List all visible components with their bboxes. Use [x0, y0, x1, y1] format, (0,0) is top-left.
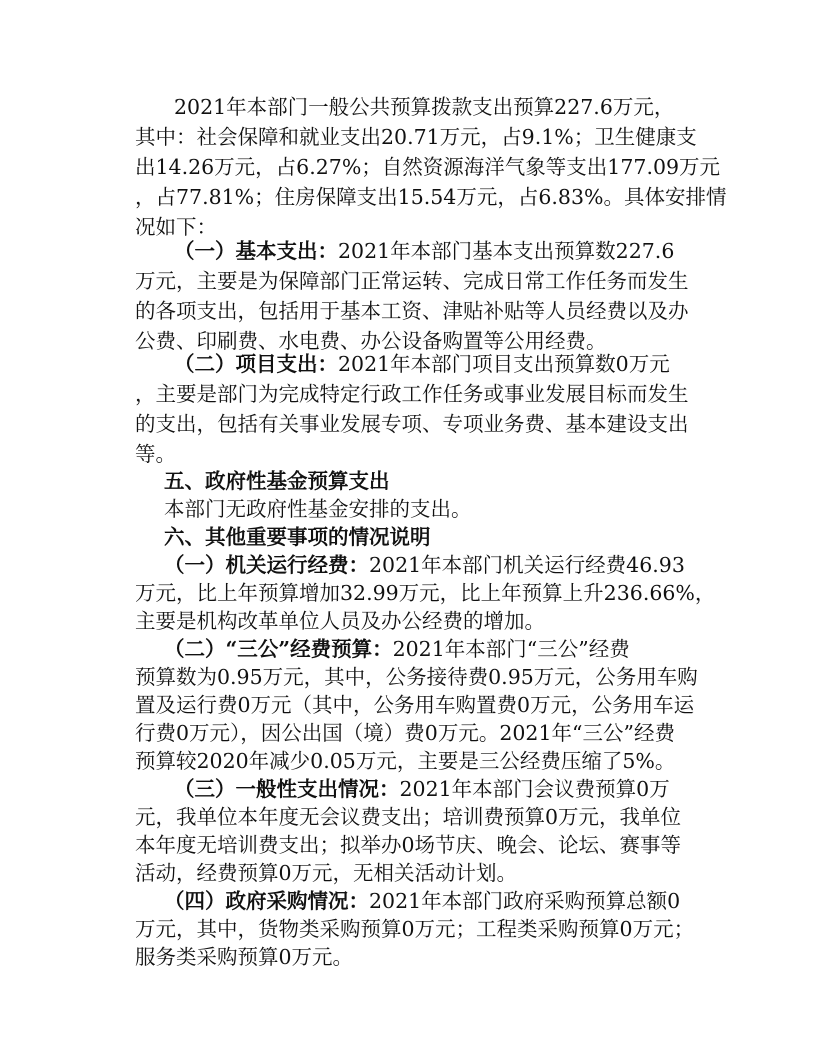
- budget-summary-line-3: 出14.26万元，占6.27%；自然资源海洋气象等支出177.09万元: [135, 155, 721, 179]
- project-expense-line-3: 的支出，包括有关事业发展专项、专项业务费、基本建设支出: [135, 412, 689, 436]
- budget-summary-line-4: ，占77.81%；住房保障支出15.54万元，占6.83%。具体安排情: [135, 185, 727, 209]
- general-expense-line-3: 本年度无培训费支出；拟举办0场节庆、晚会、论坛、赛事等: [135, 833, 682, 857]
- project-expense-line-2: ，主要是部门为完成特定行政工作任务或事业发展目标而发生: [135, 382, 689, 406]
- general-expense-line-1: [174, 774, 670, 804]
- procurement-line-1: [164, 886, 680, 916]
- project-expense-line-1-text: 2021年本部门项目支出预算数0万元: [338, 352, 670, 376]
- three-public-heading: （二）“三公”经费预算：: [164, 637, 393, 661]
- section-five-body: 本部门无政府性基金安排的支出。: [164, 497, 472, 521]
- basic-expense-line-1: [174, 236, 674, 266]
- project-expense-heading: （二）项目支出：: [174, 352, 338, 376]
- three-public-line-1-text: 2021年本部门“三公”经费: [392, 637, 630, 661]
- basic-expense-line-2: 万元，主要是为保障部门正常运转、完成日常工作任务而发生: [135, 269, 689, 293]
- operating-expense-line-1: [164, 550, 685, 580]
- three-public-line-1: [164, 634, 630, 664]
- operating-expense-line-1-text: 2021年本部门机关运行经费46.93: [369, 553, 685, 577]
- project-expense-line-4: 等。: [135, 442, 176, 466]
- three-public-line-5: 预算较2020年减少0.05万元，主要是三公经费压缩了5%。: [135, 749, 676, 773]
- basic-expense-line-4: 公费、印刷费、水电费、办公设备购置等公用经费。: [135, 329, 607, 353]
- procurement-line-2: 万元，其中，货物类采购预算0万元；工程类采购预算0万元；: [135, 917, 695, 941]
- section-six-title: 六、其他重要事项的情况说明: [164, 525, 431, 549]
- section-five-title: 五、政府性基金预算支出: [164, 469, 390, 493]
- operating-expense-heading: （一）机关运行经费：: [164, 553, 369, 577]
- budget-summary-line-2: 其中：社会保障和就业支出20.71万元，占9.1%；卫生健康支: [135, 125, 697, 149]
- three-public-line-2: 预算数为0.95万元，其中，公务接待费0.95万元，公务用车购: [135, 665, 698, 689]
- procurement-line-1-text: 2021年本部门政府采购预算总额0: [369, 889, 681, 913]
- budget-summary-line-1: 2021年本部门一般公共预算拨款支出预算227.6万元，: [174, 95, 675, 119]
- general-expense-line-4: 活动，经费预算0万元，无相关活动计划。: [135, 861, 518, 885]
- general-expense-line-2: 元，我单位本年度无会议费支出；培训费预算0万元，我单位: [135, 805, 682, 829]
- project-expense-line-1: [174, 349, 670, 379]
- basic-expense-line-1-text: 2021年本部门基本支出预算数227.6: [338, 239, 675, 263]
- general-expense-line-1-text: 2021年本部门会议费预算0万: [399, 777, 670, 801]
- operating-expense-line-2: 万元，比上年预算增加32.99万元，比上年预算上升236.66%，: [135, 581, 716, 605]
- three-public-line-4: 行费0万元），因公出国（境）费0万元。2021年“三公”经费: [135, 721, 675, 745]
- procurement-line-3: 服务类采购预算0万元。: [135, 945, 354, 969]
- budget-summary-line-5: 况如下：: [135, 215, 217, 239]
- procurement-heading: （四）政府采购情况：: [164, 889, 369, 913]
- operating-expense-line-3: 主要是机构改革单位人员及办公经费的增加。: [135, 609, 545, 633]
- three-public-line-3: 置及运行费0万元（其中，公务用车购置费0万元，公务用车运: [135, 693, 695, 717]
- general-expense-heading: （三）一般性支出情况：: [174, 777, 400, 801]
- basic-expense-heading: （一）基本支出：: [174, 239, 338, 263]
- basic-expense-line-3: 的各项支出，包括用于基本工资、津贴补贴等人员经费以及办: [135, 299, 689, 323]
